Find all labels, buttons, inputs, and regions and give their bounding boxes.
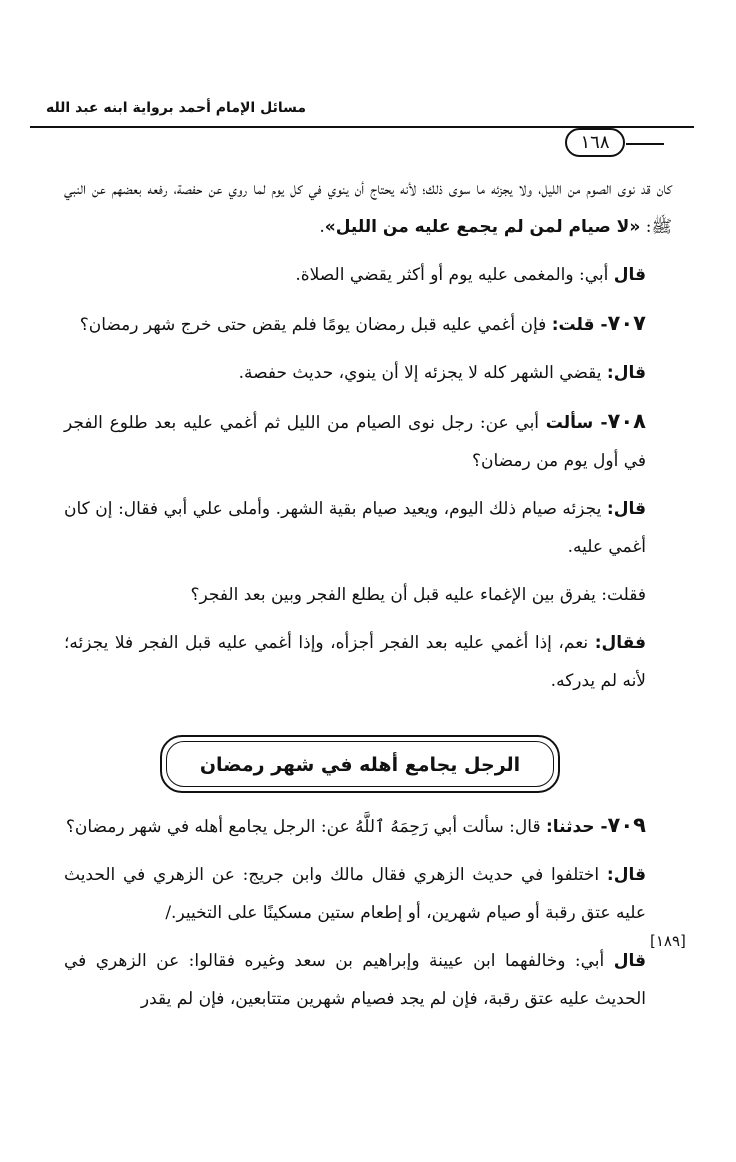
chapter-heading: الرجل يجامع أهله في شهر رمضان [166, 741, 554, 787]
question-707 [64, 304, 672, 344]
margin-page-reference: [١٨٩] [650, 932, 686, 950]
paragraph-text: أبي: وخالفهما ابن عيينة وإبراهيم بن سعد وغيره فقالوا: عن الزهري في الحديث عليه عتق رقبة، فإن لم يجد فصيام شهرين متتابعين، فإن لم يقدر [64, 951, 646, 1009]
issue-number: ٧٠٨ [607, 409, 646, 433]
chapter-heading-box [160, 735, 560, 793]
question-label: - سألت [545, 413, 608, 433]
page-number: ١٦٨ [565, 128, 625, 157]
intro-text: كان قد نوى الصوم من الليل، ولا يجزئه ما سوى ذلك؛ لأنه يحتاج أن ينوي في كل يوم لما روي عن حفصة، رفعه بعضهم عن النبي ﷺ: [64, 179, 672, 237]
paragraph-fainting [64, 256, 672, 294]
issue-number: ٧٠٧ [607, 311, 646, 335]
reply-708 [64, 624, 672, 700]
answer-text: يقضي الشهر كله لا يجزئه إلا أن ينوي، حديث حفصة. [238, 363, 607, 383]
answer-text: يجزئه صيام ذلك اليوم، ويعيد صيام بقية الشهر. وأملى علي أبي فقال: إن كان أغمي عليه. [64, 499, 646, 557]
question-text: فإن أغمي عليه قبل رمضان يومًا فلم يقض حتى خرج شهر رمضان؟ [79, 315, 552, 335]
question-708 [64, 402, 672, 480]
answer-709-continued [64, 942, 672, 1018]
question-label: - قلت: [551, 315, 608, 335]
answer-label: قال: [606, 499, 646, 519]
page-body-lower [64, 806, 672, 1018]
intro-end: . [319, 217, 325, 237]
answer-708 [64, 490, 672, 566]
paragraph-intro [64, 170, 672, 246]
answer-label: قال: [606, 363, 646, 383]
page-number-rule [626, 143, 664, 145]
paragraph-text: أبي: والمغمى عليه يوم أو أكثر يقضي الصلاة. [295, 265, 614, 285]
running-header-title: مسائل الإمام أحمد برواية ابنه عبد الله [45, 100, 307, 116]
followup-708: فقلت: يفرق بين الإغماء عليه قبل أن يطلع الفجر وبين بعد الفجر؟ [190, 585, 646, 605]
answer-label: قال: [606, 865, 646, 885]
question-text: أبي عن: رجل نوى الصيام من الليل ثم أغمي عليه بعد طلوع الفجر في أول يوم من رمضان؟ [64, 413, 646, 471]
speaker-label: قال [613, 265, 646, 285]
speaker-label: قال [613, 951, 646, 971]
reply-label: فقال: [594, 633, 646, 653]
reply-text: نعم، إذا أغمي عليه بعد الفجر أجزأه، وإذا أغمي عليه قبل الفجر فلا يجزئه؛ لأنه لم يدركه. [64, 633, 646, 691]
hadith-quote: «لا صيام لمن لم يجمع عليه من الليل» [324, 217, 641, 237]
answer-709 [64, 856, 672, 932]
page-body [64, 170, 672, 700]
issue-number: ٧٠٩ [607, 813, 646, 837]
question-text: قال: سألت أبي رَحِمَهُ ٱللَّهُ عن: الرجل يجامع أهله في شهر رمضان؟ [65, 817, 546, 837]
question-label: - حدثنا: [545, 817, 608, 837]
question-709 [64, 806, 672, 846]
answer-text: اختلفوا في حديث الزهري فقال مالك وابن جريج: عن الزهري في الحديث عليه عتق رقبة أو صيام شهرين، أو إطعام ستين مسكينًا على التخيير./ [64, 865, 646, 923]
answer-707 [64, 354, 672, 392]
